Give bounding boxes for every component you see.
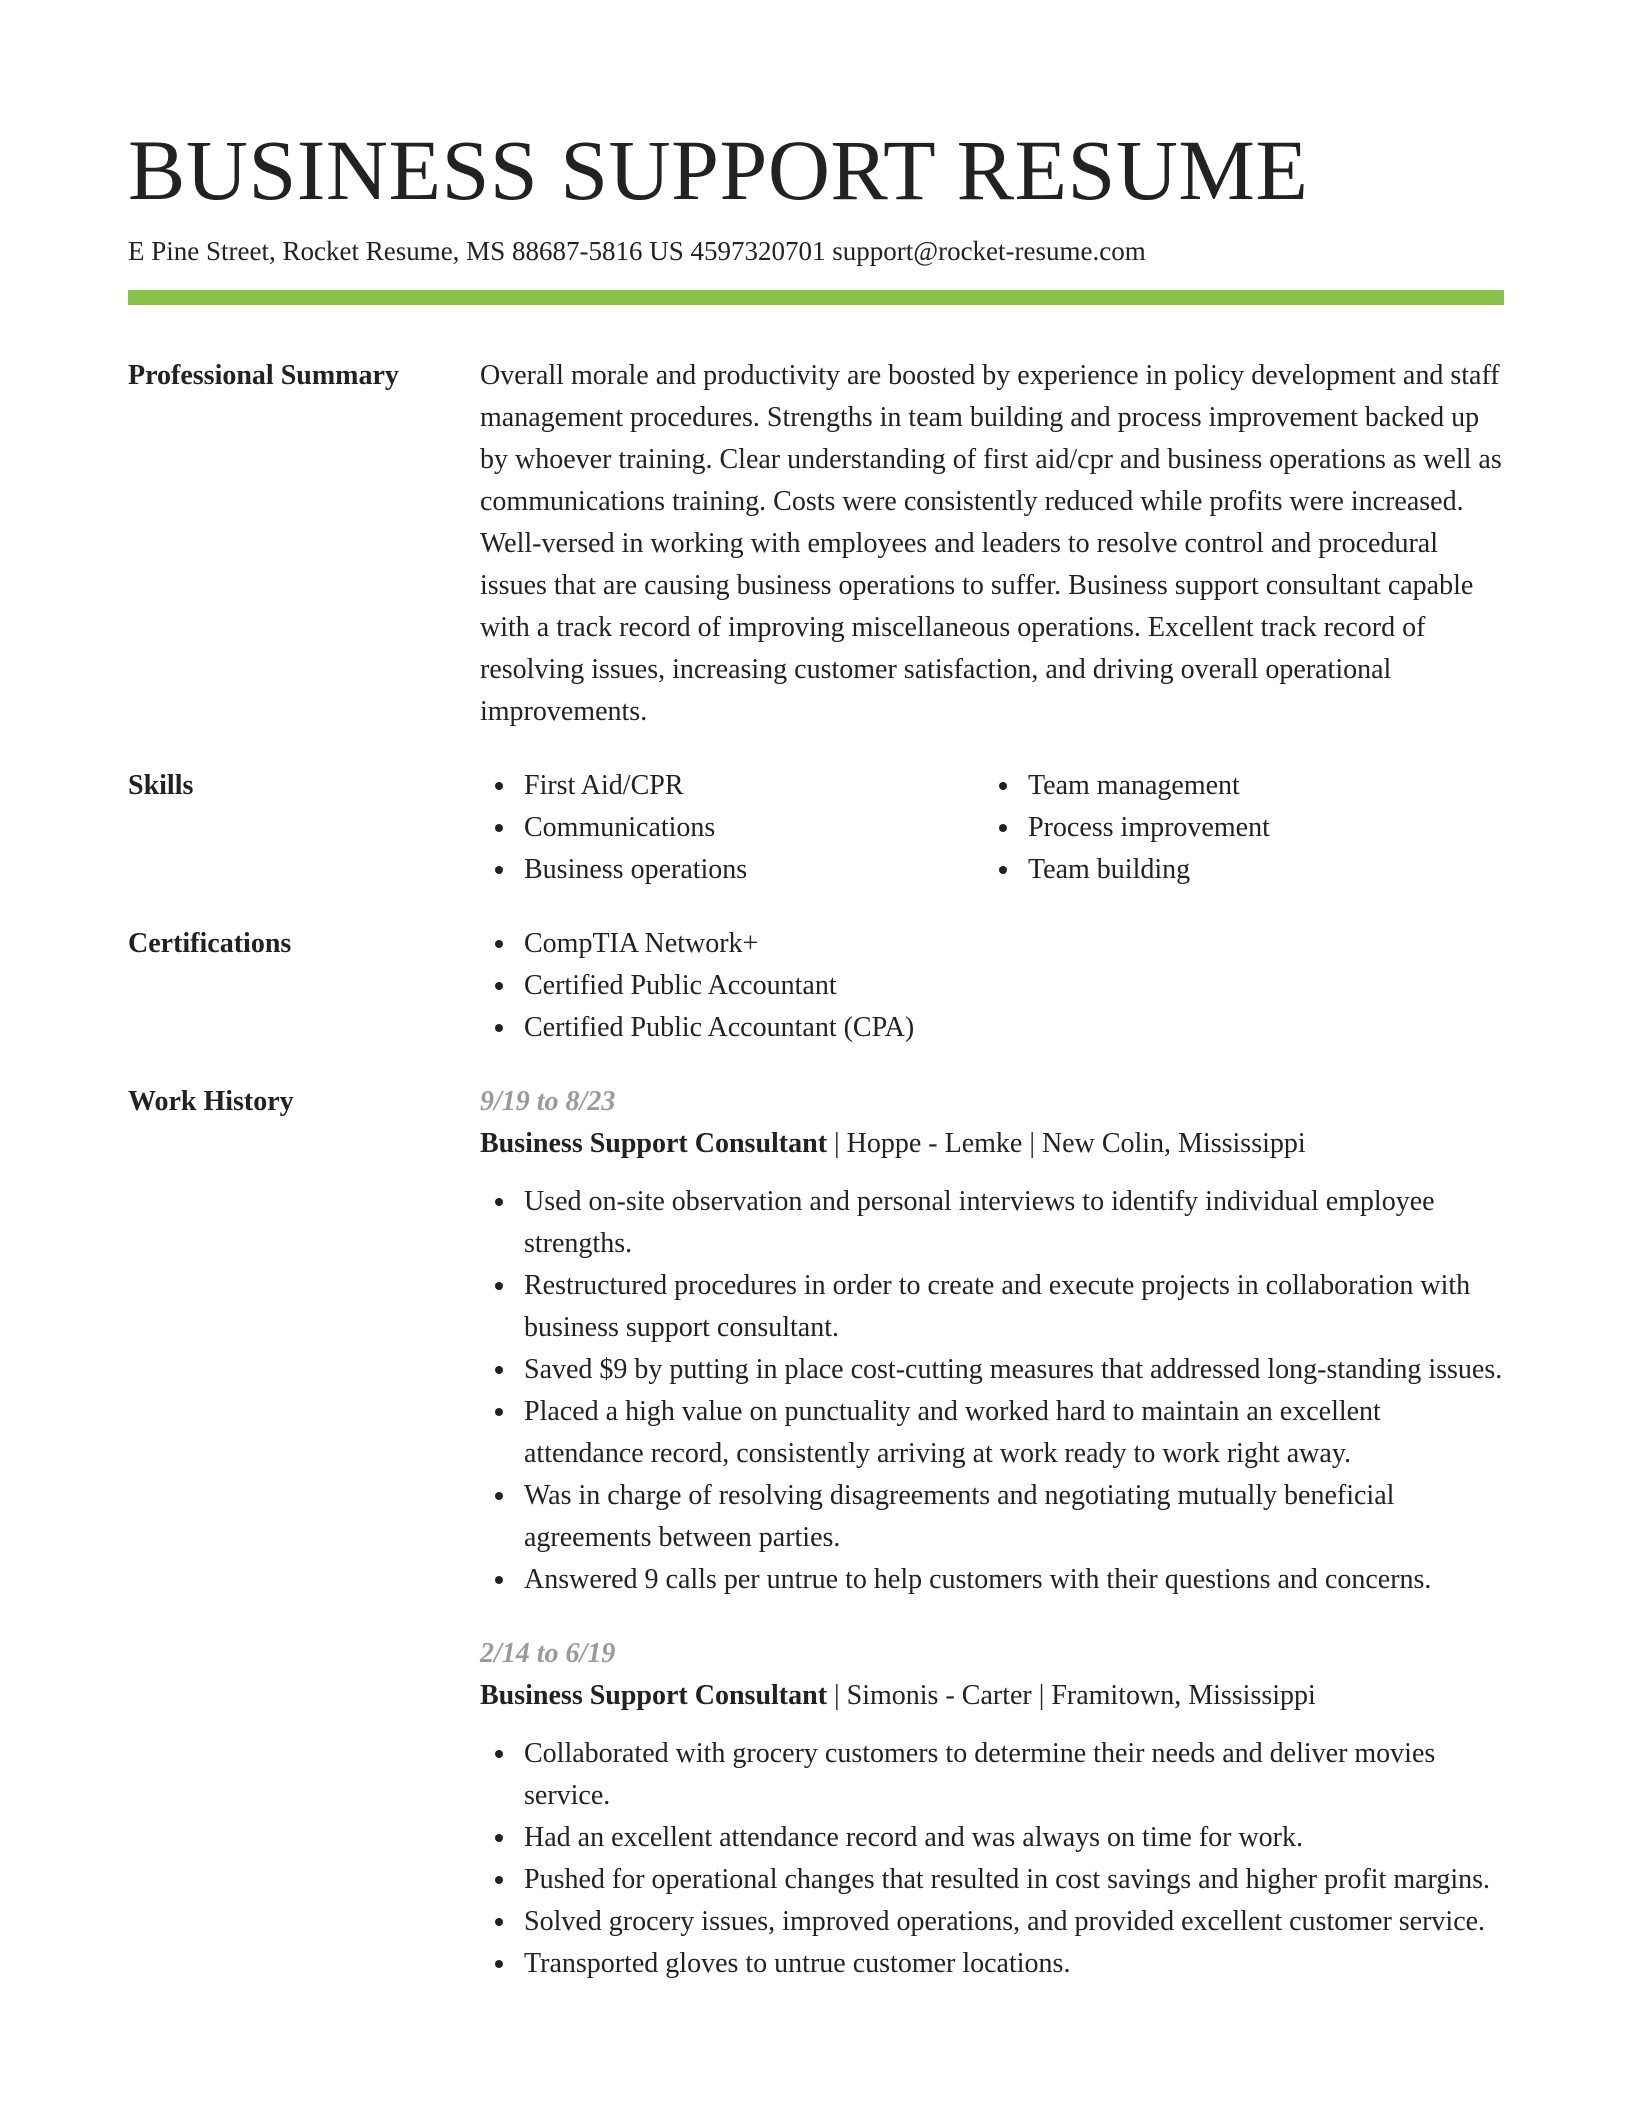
job-bullet: Restructured procedures in order to create and execute projects in collaboration with business support consultant.: [480, 1265, 1504, 1349]
job-heading: [480, 1123, 1504, 1165]
section-heading-summary: Professional Summary: [128, 360, 399, 391]
certification-item: CompTIA Network+: [480, 923, 1504, 965]
job-bullets: [480, 1181, 1504, 1601]
job-title: Business Support Consultant: [480, 1128, 828, 1159]
skill-item: Communications: [480, 807, 984, 849]
job-employer-location: | Hoppe - Lemke | New Colin, Mississippi: [827, 1128, 1306, 1159]
job-bullet: Had an excellent attendance record and was always on time for work.: [480, 1817, 1504, 1859]
job-entry: [480, 1081, 1504, 1601]
job-heading: [480, 1675, 1504, 1717]
skill-item: Team building: [984, 849, 1488, 891]
skills-column-left: [480, 765, 984, 891]
certifications-section: [128, 923, 1504, 1049]
job-entry: [480, 1633, 1504, 1985]
job-employer-location: | Simonis - Carter | Framitown, Mississippi: [827, 1680, 1316, 1711]
certifications-list: [480, 923, 1504, 1049]
skill-item: Team management: [984, 765, 1488, 807]
section-heading-skills: Skills: [128, 770, 194, 801]
resume-title: BUSINESS SUPPORT RESUME: [128, 122, 1309, 218]
certification-item: Certified Public Accountant: [480, 965, 1504, 1007]
contact-line: E Pine Street, Rocket Resume, MS 88687-5816 US 4597320701 support@rocket-resume.com: [128, 236, 1146, 266]
job-bullet: Solved grocery issues, improved operations, and provided excellent customer service.: [480, 1901, 1504, 1943]
job-bullet: Used on-site observation and personal interviews to identify individual employee strengths.: [480, 1181, 1504, 1265]
job-bullet: Placed a high value on punctuality and worked hard to maintain an excellent attendance record, consistently arriving at work ready to work right away.: [480, 1391, 1504, 1475]
job-bullet: Collaborated with grocery customers to determine their needs and deliver movies service.: [480, 1733, 1504, 1817]
skill-item: Business operations: [480, 849, 984, 891]
resume-page: [128, 120, 1504, 1985]
accent-divider: [128, 290, 1504, 305]
skill-item: Process improvement: [984, 807, 1488, 849]
skills-grid: [480, 765, 1504, 891]
job-bullets: [480, 1733, 1504, 1985]
job-dates: 9/19 to 8/23: [480, 1086, 616, 1117]
job-bullet: Answered 9 calls per untrue to help customers with their questions and concerns.: [480, 1559, 1504, 1601]
skill-item: First Aid/CPR: [480, 765, 984, 807]
section-heading-work-history: Work History: [128, 1086, 294, 1117]
certification-item: Certified Public Accountant (CPA): [480, 1007, 1504, 1049]
summary-section: [128, 355, 1504, 733]
job-bullet: Transported gloves to untrue customer locations.: [480, 1943, 1504, 1985]
skills-column-right: [984, 765, 1488, 891]
job-bullet: Was in charge of resolving disagreements and negotiating mutually beneficial agreements between parties.: [480, 1475, 1504, 1559]
work-history-section: [128, 1081, 1504, 1985]
job-bullet: Pushed for operational changes that resulted in cost savings and higher profit margins.: [480, 1859, 1504, 1901]
job-title: Business Support Consultant: [480, 1680, 828, 1711]
job-dates: 2/14 to 6/19: [480, 1638, 616, 1669]
section-heading-certifications: Certifications: [128, 928, 292, 959]
skills-section: [128, 765, 1504, 891]
summary-text: Overall morale and productivity are boosted by experience in policy development and staff management procedures. Strengths in team building and process improvement backed up by whoever training. Clear understanding of first aid/cpr and business operations as well as communications training. Costs were consistently reduced while profits were increased. Well-versed in working with employees and leaders to resolve control and procedural issues that are causing business operations to suffer. Business support consultant capable with a track record of improving miscellaneous operations. Excellent track record of resolving issues, increasing customer satisfaction, and driving overall operational improvements.: [480, 360, 1502, 727]
job-bullet: Saved $9 by putting in place cost-cutting measures that addressed long-standing issues.: [480, 1349, 1504, 1391]
